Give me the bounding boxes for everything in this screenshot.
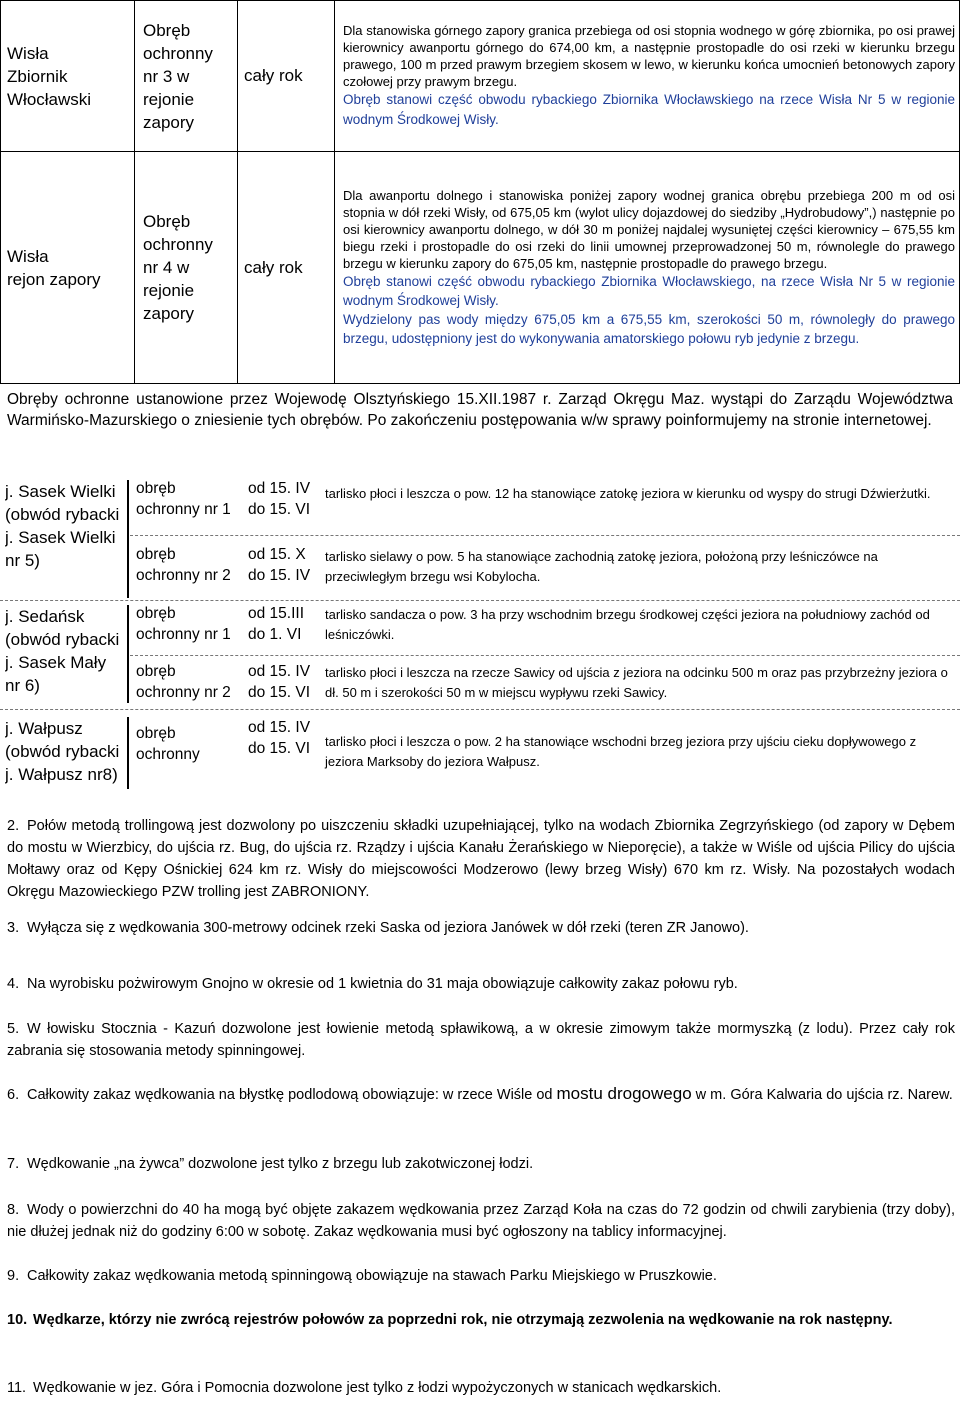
zone-name-line: Obręb — [143, 20, 191, 40]
lake-label-line: j. Sasek Wielki — [5, 528, 116, 547]
label-divider — [127, 717, 129, 789]
dashed-separator — [0, 709, 960, 710]
item-text: Całkowity zakaz wędkowania na błystkę podlodową obowiązuje: w rzece Wiśle od — [27, 1087, 557, 1103]
description-cell — [335, 1, 960, 152]
zone-name-line: obręb — [136, 546, 176, 563]
item-text: Wędkowanie w jez. Góra i Pomocnia dozwolone jest tylko z łodzi wypożyczonych w stanicach wędkarskich. — [33, 1380, 722, 1396]
lake-label-line: (obwód rybacki — [5, 742, 120, 761]
description-text: Obręb stanowi część obwodu rybackiego Zbiornika Włocławskiego na rzece Wisła Nr 5 w regionie wodnym Środkowej Wisły. — [343, 92, 955, 127]
item-text: w m. Góra Kalwaria do ujścia rz. Narew. — [691, 1087, 953, 1103]
item-number: 11. — [7, 1380, 27, 1396]
date-line: do 15. IV — [248, 567, 311, 584]
zone-name-line: ochronny nr 1 — [136, 626, 231, 643]
zone-name-line: nr 4 w — [143, 258, 190, 277]
lake-label — [5, 605, 129, 703]
dashed-separator — [130, 535, 960, 536]
lake-label-line: nr 6) — [5, 676, 40, 695]
item-text: Wędkowanie „na żywca” dozwolone jest tylko z brzegu lub zakotwiczonej łodzi. — [27, 1156, 534, 1172]
zone-dates — [248, 544, 318, 586]
date-line: od 15. IV — [248, 719, 311, 736]
item-text: Całkowity zakaz wędkowania metodą spinningową obowiązuje na stawach Parku Miejskiego w Pruszkowie. — [27, 1268, 717, 1284]
zone-dates — [248, 661, 318, 703]
item-text: Wyłącza się z wędkowania 300-metrowy odcinek rzeki Saska od jeziora Janówek w dół rzeki (teren ZR Janowo). — [27, 920, 749, 936]
description-text: Wydzielony pas wody między 675,05 km a 675,55 km, szerokości 50 m, równoległy do prawego brzegu, udostępniony jest do wykonywania amatorskiego połowu ryb jedynie z brzegu. — [343, 312, 955, 346]
dashed-separator — [130, 655, 960, 656]
zone-name-line: zapory — [143, 304, 195, 323]
lake-label-line: (obwód rybacki — [5, 505, 120, 524]
zone-description: tarlisko płoci i leszcza o pow. 12 ha stanowiące zatokę jeziora w kierunku od wyspy do strugi Dźwierżutki. — [325, 486, 931, 501]
description-cell — [335, 152, 960, 384]
item-number: 5. — [7, 1021, 20, 1037]
date-line: do 15. VI — [248, 684, 311, 701]
date-line: od 15. IV — [248, 663, 311, 680]
date-line: do 1. VI — [248, 626, 302, 643]
item-text: Wody o powierzchni do 40 ha mogą być objęte zakazem wędkowania przez Zarząd Koła na czas do 72 godzin od chwili zarybienia (trzy doby), nie dłużej jednak niż do godziny 6:00 w sobotę. Zakaz wędkowania musi być ogłoszony na tablicy informacyjnej. — [7, 1202, 955, 1240]
water-name-cell — [1, 1, 135, 152]
water-name-line: Zbiornik — [7, 66, 68, 86]
item-number: 10. — [7, 1312, 28, 1328]
table-row — [1, 152, 960, 384]
lake-label — [5, 480, 129, 598]
label-divider — [127, 605, 129, 703]
zone-name-cell — [135, 152, 238, 384]
water-name-line: Włocławski — [7, 89, 92, 109]
zone-description: tarlisko sielawy o pow. 5 ha stanowiące zachodnią zatokę jeziora, położoną przy leśniczówce na przeciwległym brzegu wsi Kobylocha. — [325, 549, 878, 584]
zone-name — [136, 478, 236, 520]
period-cell: cały rok — [238, 1, 335, 152]
item-number: 3. — [7, 920, 20, 936]
zone-name-line: nr 3 w — [143, 66, 190, 86]
water-name-line: Wisła — [7, 43, 49, 63]
lake-label-line: j. Wałpusz — [5, 719, 83, 738]
zone-description: tarlisko płoci i leszcza na rzecze Sawicy od ujścia z jeziora na odcinku 500 m oraz pas przybrzeżny jeziora o dł. 50 m i szerokości 50 m w miejscu wypływu rzeki Sawicy. — [325, 665, 948, 700]
date-line: od 15. X — [248, 546, 306, 563]
item-text: Połów metodą trollingową jest dozwolony po uiszczeniu składki uzupełniającej, tylko na wodach Zbiornika Zegrzyńskiego (od zapory w Dębem do mostu w Wierzbicy, do ujścia rz. Bug, do ujścia rz. Rządzy i ujścia Kanału Żerańskiego w Nieporęcie), a także w Wiśle od ujścia Pilicy do ujścia Mołtawy oraz od Kępy Ośnickiej 624 km rz. Wisły do miejscowości Modzerowo (lewy brzeg Wisły) 670 km rz. Wisły. Na pozostałych wodach Okręgu Mazowieckiego PZW trolling jest ZABRONIONY. — [7, 818, 955, 900]
list-item — [7, 1199, 955, 1243]
item-number: 8. — [7, 1202, 20, 1218]
water-name-line: Wisła — [7, 246, 49, 266]
description-text: Obręb stanowi część obwodu rybackiego Zbiornika Włocławskiego, na rzece Wisła Nr 5 w regionie wodnym Środkowej Wisły. — [343, 274, 955, 308]
zone-name-line: rejonie — [143, 281, 195, 300]
zone-name-line: zapory — [143, 112, 195, 132]
date-line: od 15. IV — [248, 480, 311, 497]
description-text: Dla stanowiska górnego zapory granica przebiega od osi stopnia wodnego w górę zbiornika, po osi prawej kierownicy awanportu górnego do 674,00 km, a następnie prostopadle do osi rzeki w kierunku brzegu prawego, 100 m przed prawym brzegiem skosem w lewo, w kierunku końca umocnień betonowych zapory czołowej przy prawym brzegu. — [343, 23, 955, 89]
label-divider — [127, 480, 129, 598]
lake-label-line: j. Sedańsk — [5, 607, 85, 626]
lake-label-line: (obwód rybacki — [5, 630, 120, 649]
zone-dates — [248, 478, 318, 520]
zone-name-line: ochronny — [143, 235, 213, 254]
zone-name-line: obręb — [136, 725, 176, 742]
lake-label-line: j. Sasek Wielki — [5, 482, 116, 501]
list-item — [7, 815, 955, 903]
water-name-line: rejon zapory — [7, 269, 101, 289]
zone-name — [136, 723, 236, 765]
table-row — [1, 1, 960, 152]
protection-zones-table — [0, 0, 960, 384]
zone-name-line: ochronny nr 2 — [136, 567, 231, 584]
zone-description: tarlisko płoci i leszcza o pow. 2 ha stanowiące wschodni brzeg jeziora przy ujściu cieku dopływowego z jeziora Marksoby do jeziora Wałpusz. — [325, 734, 917, 769]
list-item — [7, 1083, 955, 1106]
date-line: do 15. VI — [248, 740, 311, 757]
date-line: od 15.III — [248, 605, 305, 622]
zone-name — [136, 603, 236, 645]
item-text: Na wyrobisku pożwirowym Gnojno w okresie od 1 kwietnia do 31 maja obowiązuje całkowity zakaz połowu ryb. — [27, 976, 738, 992]
item-text: W łowisku Stocznia - Kazuń dozwolone jest łowienie metodą spławikową, a w okresie zimowym także mormyszką (z lodu). Przez cały rok zabrania się stosowania metody spinningowej. — [7, 1021, 955, 1059]
zone-dates — [248, 603, 318, 645]
zone-name-line: obręb — [136, 663, 176, 680]
zone-name-cell — [135, 1, 238, 152]
zones-note: Obręby ochronne ustanowione przez Wojewodę Olsztyńskiego 15.XII.1987 r. Zarząd Okręgu Maz. wystąpi do Zarządu Województwa Warmińsko-Mazurskiego o zniesienie tych obrębów. Po zakończeniu postępowania w/w sprawy poinformujemy na stronie internetowej. — [7, 391, 953, 429]
date-line: do 15. VI — [248, 501, 311, 518]
lake-label — [5, 717, 129, 789]
item-number: 4. — [7, 976, 20, 992]
zone-name-line: Obręb — [143, 212, 191, 231]
list-item — [7, 1377, 955, 1399]
lake-label-line: j. Wałpusz nr8) — [5, 765, 118, 784]
zone-name-line: obręb — [136, 605, 176, 622]
list-item — [7, 917, 955, 939]
zone-name — [136, 661, 236, 703]
item-text: Wędkarze, którzy nie zwrócą rejestrów połowów za poprzedni rok, nie otrzymają zezwolenia na wędkowanie na rok następny. — [33, 1312, 893, 1328]
zone-name-line: ochronny — [143, 43, 213, 63]
list-item — [7, 973, 955, 995]
period-cell: cały rok — [238, 152, 335, 384]
zone-description: tarlisko sandacza o pow. 3 ha przy wschodnim brzegu środkowej części jeziora na południowy zachód od leśniczówki. — [325, 607, 930, 642]
zone-name-line: ochronny nr 2 — [136, 684, 231, 701]
zone-name-line: ochronny — [136, 746, 200, 763]
lake-label-line: nr 5) — [5, 551, 40, 570]
lake-label-line: j. Sasek Mały — [5, 653, 107, 672]
item-number: 2. — [7, 818, 20, 834]
item-number: 7. — [7, 1156, 20, 1172]
description-text: Dla awanportu dolnego i stanowiska poniżej zapory wodnej granica obrębu przebiega 200 m od osi stopnia w dół rzeki Wisły, od 675,05 km (wylot ulicy dojazdowej do siedziby „Hydrobudowy”,) następnie po osi kierownicy awanportu dolnego, w dół 30 m poniżej najdalej wysuniętej części kierownicy – 675,55 km biegu rzeki i prostopadle do osi rzeki do linii umownej przeprowadzonej 50 m, równolegle do prawego brzegu w kierunku zapory do 675,05 km, następnie prostopadle do prawego brzegu. — [343, 188, 955, 271]
list-item — [7, 1018, 955, 1062]
list-item — [7, 1153, 955, 1175]
list-item — [7, 1309, 955, 1331]
zone-name — [136, 544, 236, 586]
zone-name-line: obręb — [136, 480, 176, 497]
zone-name-line: ochronny nr 1 — [136, 501, 231, 518]
item-text-emphasis: mostu drogowego — [556, 1084, 692, 1103]
item-number: 9. — [7, 1268, 20, 1284]
zone-dates — [248, 717, 318, 759]
zone-name-line: rejonie — [143, 89, 195, 109]
water-name-cell — [1, 152, 135, 384]
dashed-separator — [0, 600, 960, 601]
item-number: 6. — [7, 1087, 20, 1103]
list-item — [7, 1265, 955, 1287]
